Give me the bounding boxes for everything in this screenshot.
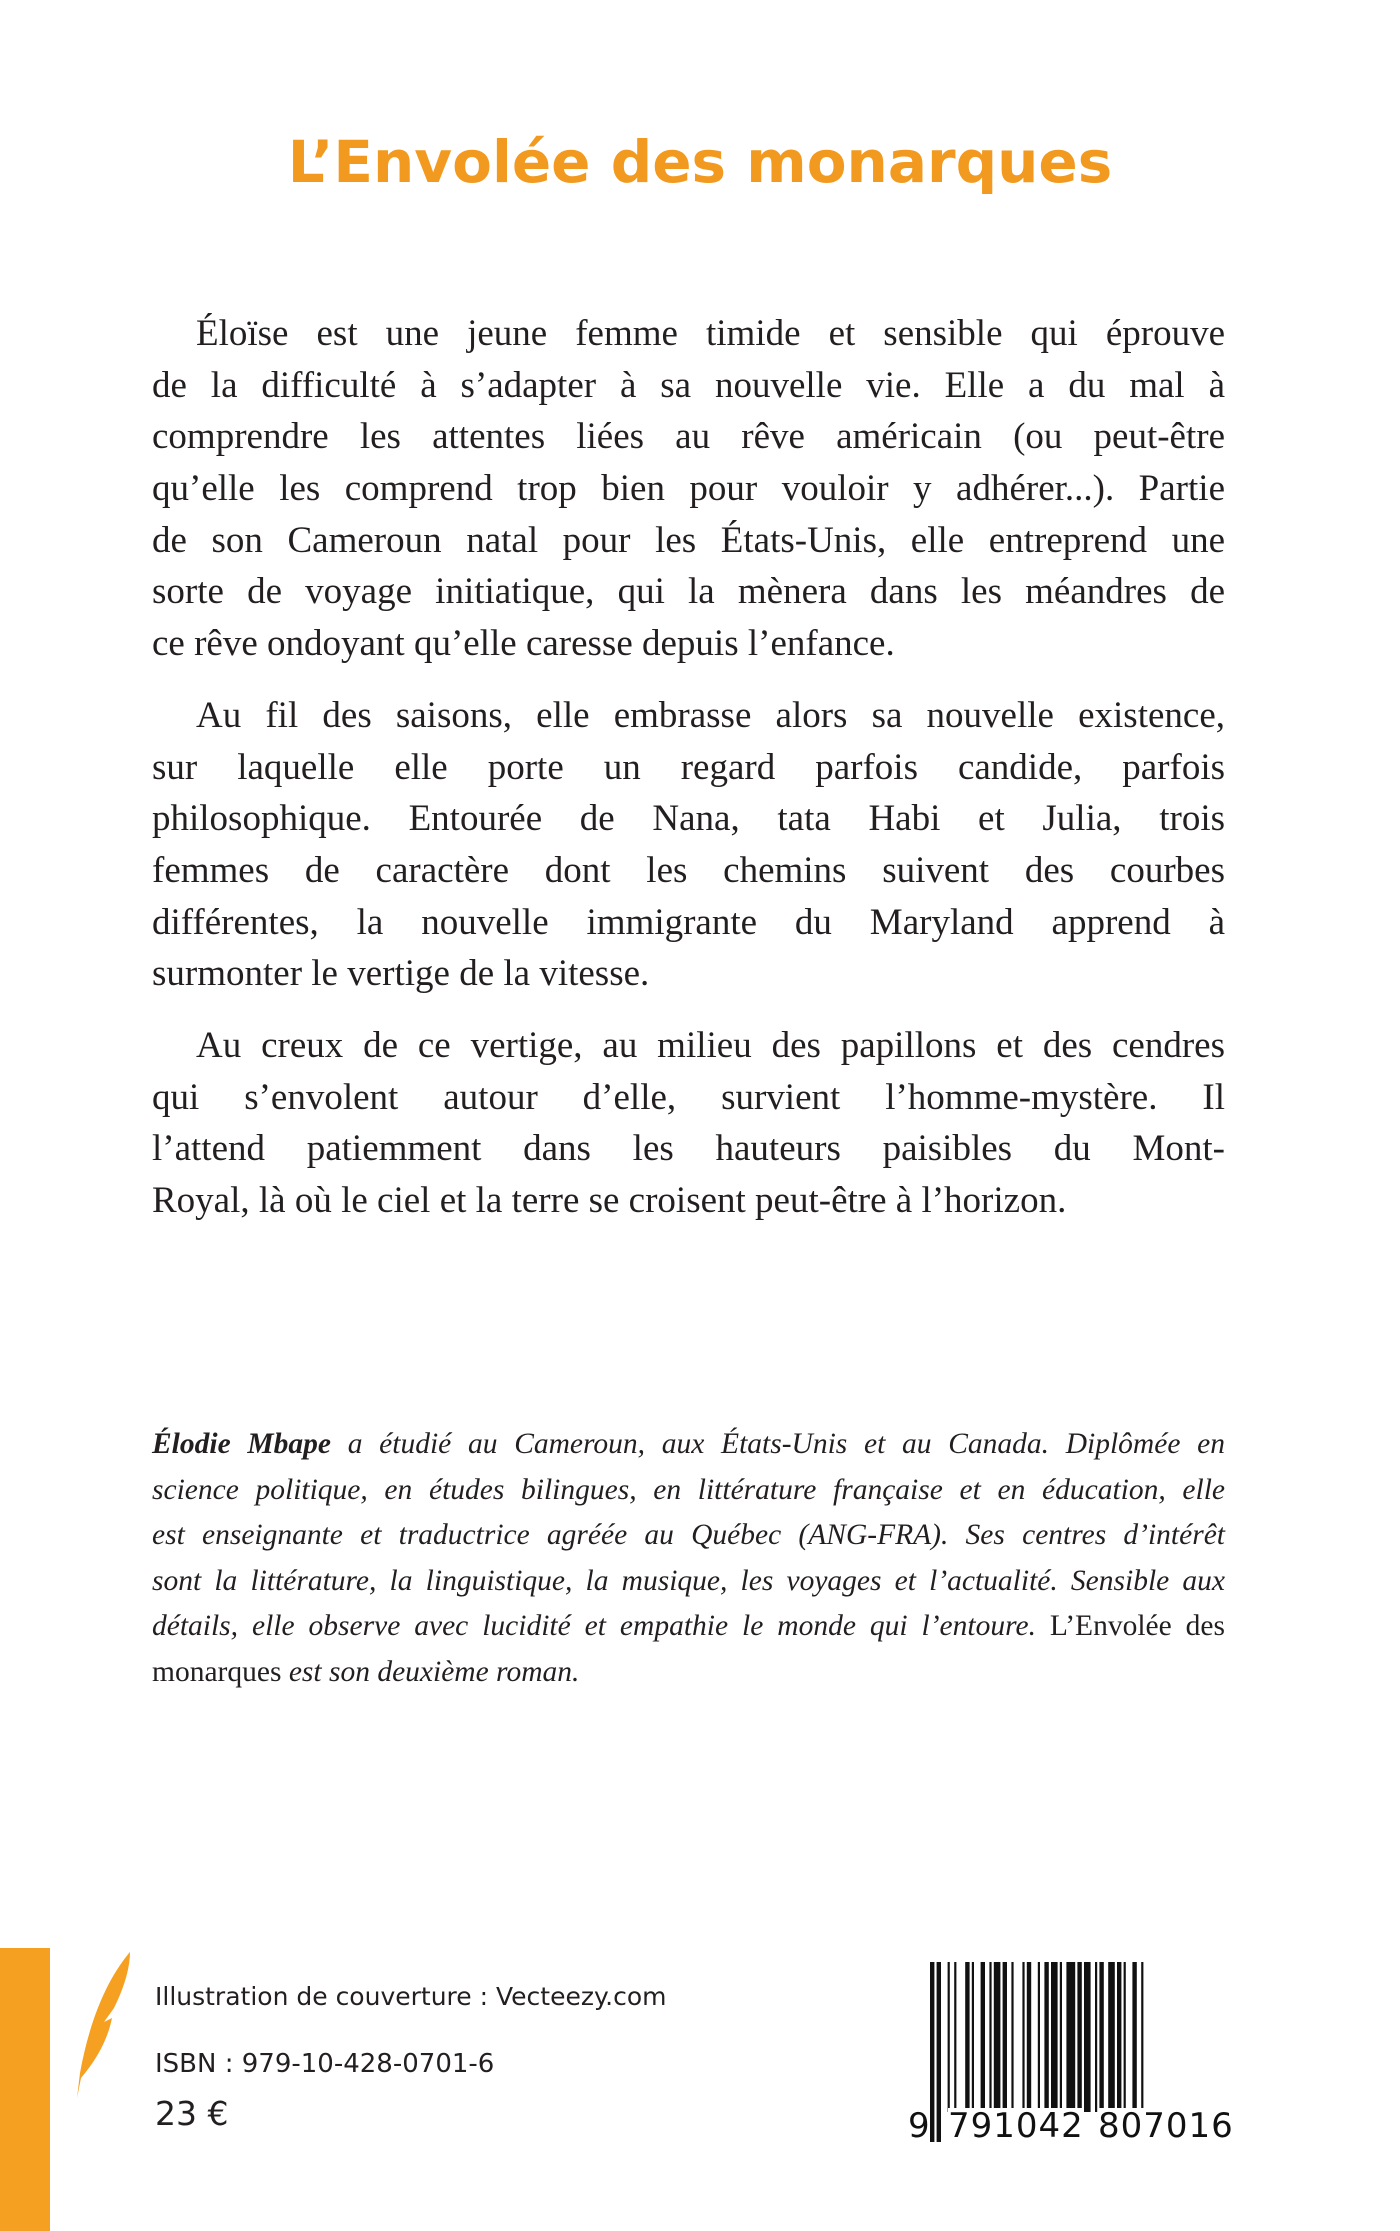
- orange-side-bar: [0, 1948, 50, 2231]
- synopsis: [152, 308, 1225, 1247]
- barcode-bar: [1132, 1962, 1136, 2112]
- barcode-bar: [1051, 1962, 1058, 2112]
- synopsis-line: surmonter le vertige de la vitesse.: [152, 953, 650, 995]
- synopsis-paragraph: [152, 308, 1225, 670]
- author-bio: [152, 1422, 1225, 1695]
- book-title: L’Envolée des monarques: [287, 128, 1113, 196]
- barcode-digits-right: 807016: [1098, 2106, 1234, 2146]
- barcode-bar: [1077, 1962, 1081, 2112]
- synopsis-line: qu’elle les comprend trop bien pour vouloir y adhérer...). Partie: [152, 468, 1225, 510]
- bio-text: science politique, en études bilingues, en littérature française et en éducation, elle: [152, 1473, 1225, 1506]
- barcode-digit-first: 9: [908, 2106, 930, 2146]
- barcode-bar: [981, 1962, 985, 2112]
- bio-text: est son deuxième roman.: [281, 1655, 580, 1688]
- illustration-credit: Illustration de couverture : Vecteezy.com: [155, 1982, 667, 2011]
- synopsis-line: Royal, là où le ciel et la terre se croisent peut-être à l’horizon.: [152, 1180, 1067, 1221]
- synopsis-line: femmes de caractère dont les chemins suivent des courbes: [152, 849, 1225, 891]
- barcode-digits-left: 791042: [948, 2106, 1084, 2146]
- synopsis-line: différentes, la nouvelle immigrante du Maryland apprend à: [152, 901, 1225, 943]
- barcode-bar: [1095, 1962, 1097, 2112]
- book-title-ref: L’Envolée des: [1035, 1610, 1225, 1642]
- synopsis-line: sorte de voyage initiatique, qui la mènera dans les méandres de: [152, 571, 1225, 613]
- barcode-bar: [1108, 1962, 1115, 2112]
- synopsis-paragraph: [152, 690, 1225, 1000]
- barcode-bar: [948, 1962, 950, 2112]
- bio-text: sont la littérature, la linguistique, la musique, les voyages et l’actualité. Sensible aux: [152, 1564, 1225, 1597]
- barcode-bar: [954, 1962, 956, 2112]
- bio-text: est enseignante et traductrice agréée au Québec (ANG-FRA). Ses centres d’intérêt: [152, 1519, 1225, 1551]
- synopsis-line: Au fil des saisons, elle embrasse alors sa nouvelle existence,: [196, 694, 1225, 736]
- feather-logo-icon: [68, 1948, 138, 2098]
- barcode-bar: [1038, 1962, 1040, 2112]
- barcode-bar: [930, 1962, 934, 2142]
- synopsis-line: de son Cameroun natal pour les États-Unis, elle entreprend une: [152, 519, 1225, 561]
- barcode-bar: [989, 1962, 991, 2112]
- barcode-bar: [1066, 1962, 1075, 2112]
- barcode-bar: [994, 1962, 1001, 2112]
- barcode-bar: [1084, 1962, 1091, 2112]
- barcode-bar: [1099, 1962, 1103, 2112]
- synopsis-line: Au creux de ce vertige, au milieu des papillons et des cendres: [196, 1024, 1225, 1066]
- barcode-bar: [937, 1962, 941, 2142]
- synopsis-line: Éloïse est une jeune femme timide et sensible qui éprouve: [196, 313, 1225, 354]
- price: 23 €: [155, 2094, 229, 2133]
- synopsis-line: philosophique. Entourée de Nana, tata Habi et Julia, trois: [152, 798, 1225, 840]
- synopsis-line: de la difficulté à s’adapter à sa nouvelle vie. Elle a du mal à: [152, 364, 1225, 406]
- barcode-bar: [1011, 1962, 1013, 2112]
- barcode-bar: [965, 1962, 969, 2112]
- synopsis-paragraph: [152, 1020, 1225, 1227]
- synopsis-line: ce rêve ondoyant qu’elle caresse depuis l’enfance.: [152, 623, 895, 665]
- book-title-ref: monarques: [152, 1655, 282, 1688]
- bio-text: a étudié au Cameroun, aux États-Unis et au Canada. Diplômée en: [330, 1428, 1225, 1460]
- synopsis-line: l’attend patiemment dans les hauteurs paisibles du Mont-: [152, 1128, 1225, 1170]
- barcode-bar: [972, 1962, 974, 2112]
- isbn: ISBN : 979-10-428-0701-6: [155, 2049, 495, 2079]
- barcode-bar: [1117, 1962, 1121, 2112]
- synopsis-line: qui s’envolent autour d’elle, survient l’homme-mystère. Il: [152, 1076, 1225, 1118]
- barcode-bar: [1027, 1962, 1031, 2112]
- barcode-bar: [1022, 1962, 1024, 2112]
- synopsis-line: comprendre les attentes liées au rêve américain (ou peut-être: [152, 416, 1225, 458]
- barcode-bar: [1060, 1962, 1062, 2112]
- synopsis-line: sur laquelle elle porte un regard parfois candide, parfois: [152, 746, 1225, 788]
- barcode-bar: [1003, 1962, 1007, 2112]
- author-name: Élodie Mbape: [152, 1428, 331, 1460]
- bio-text: détails, elle observe avec lucidité et empathie le monde qui l’entoure.: [152, 1610, 1036, 1642]
- barcode-bar: [1124, 1962, 1126, 2112]
